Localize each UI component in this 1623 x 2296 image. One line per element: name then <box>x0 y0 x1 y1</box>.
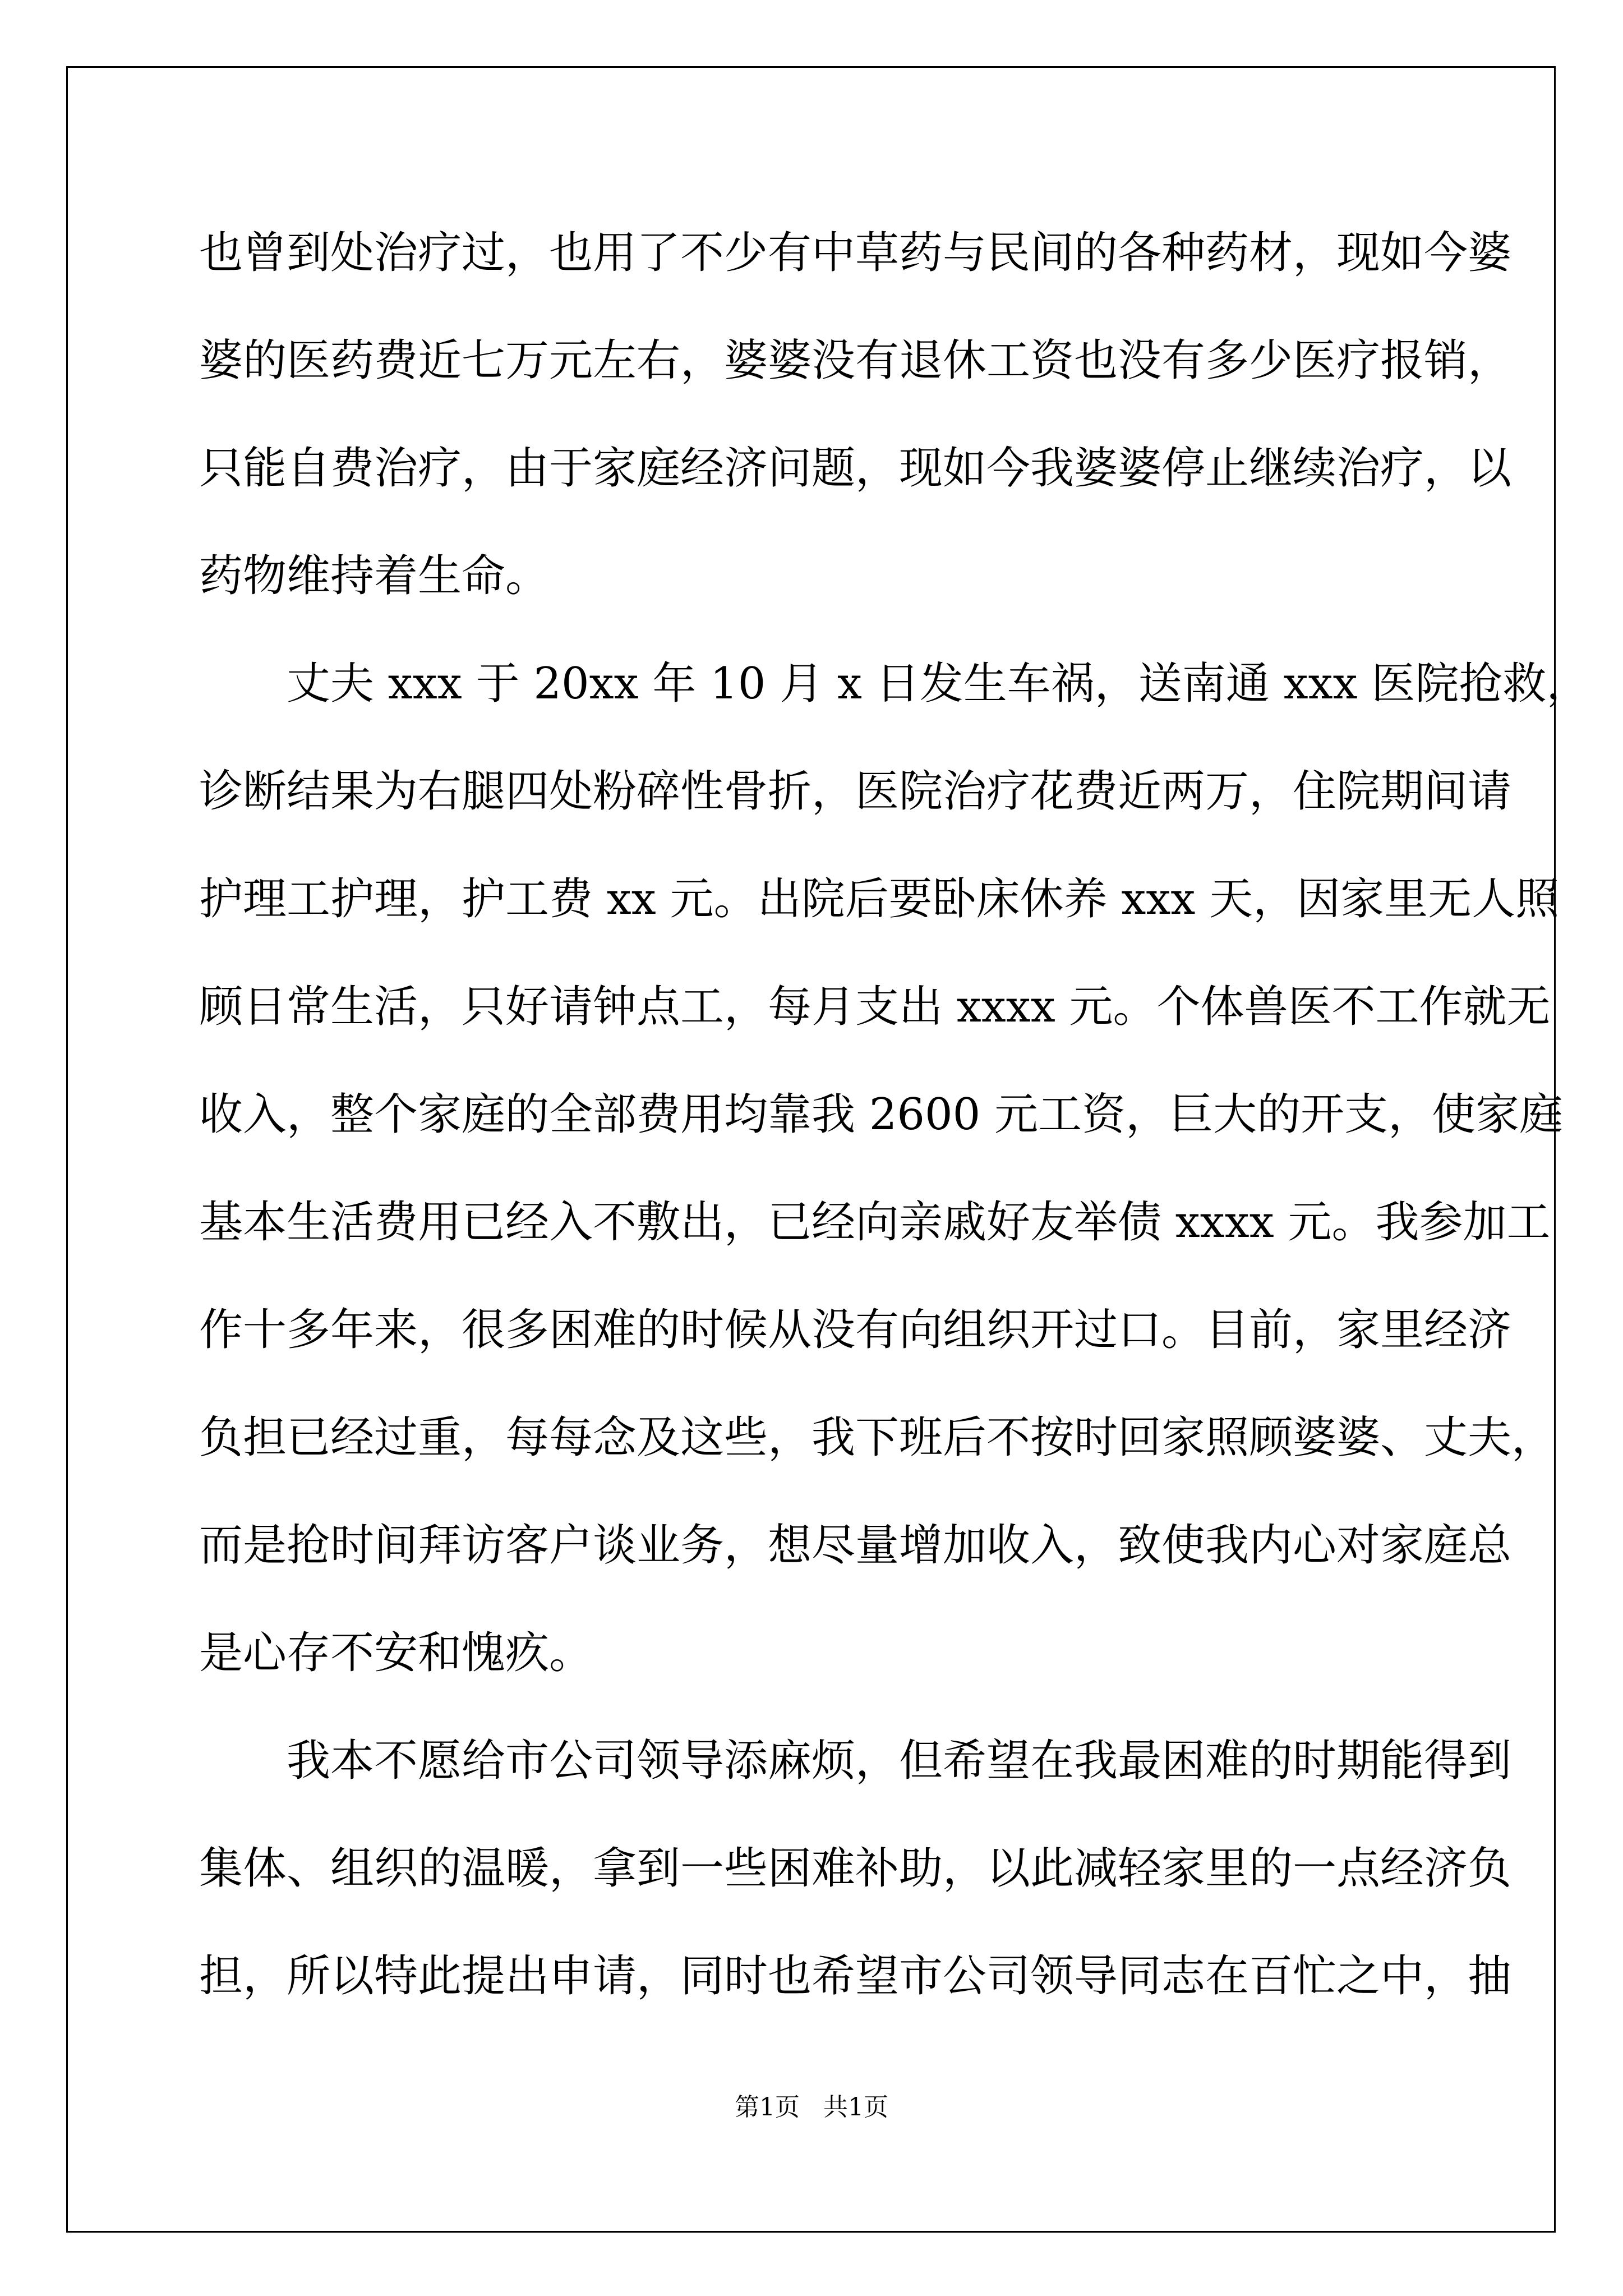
text-line: 而是抢时间拜访客户谈业务，想尽量增加收入，致使我内心对家庭总 <box>199 1520 1512 1571</box>
text-line: 担，所以特此提出申请，同时也希望市公司领导同志在百忙之中，抽 <box>199 1951 1512 2001</box>
page-number-footer: 第1页 共1页 <box>735 2093 888 2122</box>
text-line: 顾日常生活，只好请钟点工，每月支出 xxxx 元。个体兽医不工作就无 <box>199 982 1551 1032</box>
text-line: 收入，整个家庭的全部费用均靠我 2600 元工资，巨大的开支，使家庭 <box>199 1089 1564 1140</box>
text-line: 婆的医药费近七万元左右，婆婆没有退休工资也没有多少医疗报销， <box>199 335 1512 386</box>
text-line: 只能自费治疗，由于家庭经济问题，现如今我婆婆停止继续治疗，以 <box>199 443 1512 494</box>
text-line: 我本不愿给市公司领导添麻烦，但希望在我最困难的时期能得到 <box>287 1736 1512 1786</box>
text-line: 诊断结果为右腿四处粉碎性骨折，医院治疗花费近两万，住院期间请 <box>199 766 1512 817</box>
text-line: 集体、组织的温暖，拿到一些困难补助，以此减轻家里的一点经济负 <box>199 1843 1512 1894</box>
text-line: 负担已经过重，每每念及这些，我下班后不按时回家照顾婆婆、丈夫， <box>199 1412 1556 1463</box>
text-line: 丈夫 xxx 于 20xx 年 10 月 x 日发生车祸，送南通 xxx 医院抢救， <box>287 659 1590 709</box>
text-line: 护理工护理，护工费 xx 元。出院后要卧床休养 xxx 天，因家里无人照 <box>199 874 1560 924</box>
text-line: 基本生活费用已经入不敷出，已经向亲戚好友举债 xxxx 元。我参加工 <box>199 1197 1551 1248</box>
text-line: 作十多年来，很多困难的时候从没有向组织开过口。目前，家里经济 <box>199 1305 1512 1355</box>
text-line: 是心存不安和愧疚。 <box>199 1628 593 1678</box>
text-line: 也曾到处治疗过，也用了不少有中草药与民间的各种药材，现如今婆 <box>199 228 1512 278</box>
document-body <box>199 199 1590 2030</box>
text-line: 药物维持着生命。 <box>199 551 550 601</box>
